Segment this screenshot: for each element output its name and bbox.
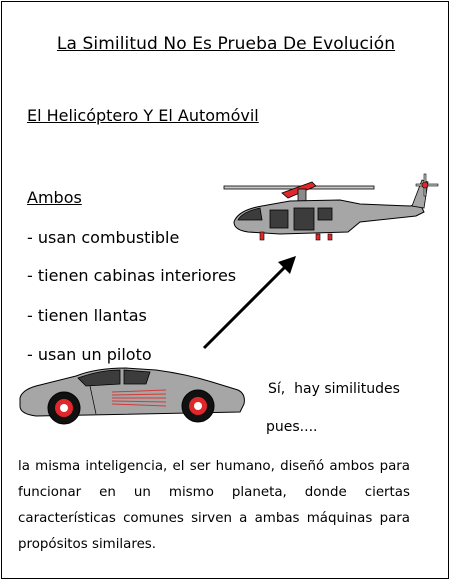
page-title: La Similitud No Es Prueba De Evolución	[56, 34, 396, 54]
car-illustration	[16, 360, 248, 428]
page-subtitle: El Helicóptero Y El Automóvil	[27, 106, 259, 125]
list-item-llantas: - tienen llantas	[27, 306, 147, 325]
pues-text: pues....	[266, 419, 318, 435]
helicopter-illustration	[220, 170, 445, 242]
list-heading: Ambos	[27, 188, 82, 207]
list-item-combustible: - usan combustible	[27, 228, 180, 247]
list-item-piloto: - usan un piloto	[27, 345, 152, 364]
conclusion-paragraph: la misma inteligencia, el ser humano, diseñó ambos para funcionar en un mismo planeta, donde ciertas características comunes sirven a ambas máquinas para propósitos similares.	[18, 459, 410, 552]
similarity-note: Sí, hay similitudes	[268, 381, 400, 397]
arrow-icon	[200, 252, 300, 352]
list-item-cabinas: - tienen cabinas interiores	[27, 266, 237, 285]
